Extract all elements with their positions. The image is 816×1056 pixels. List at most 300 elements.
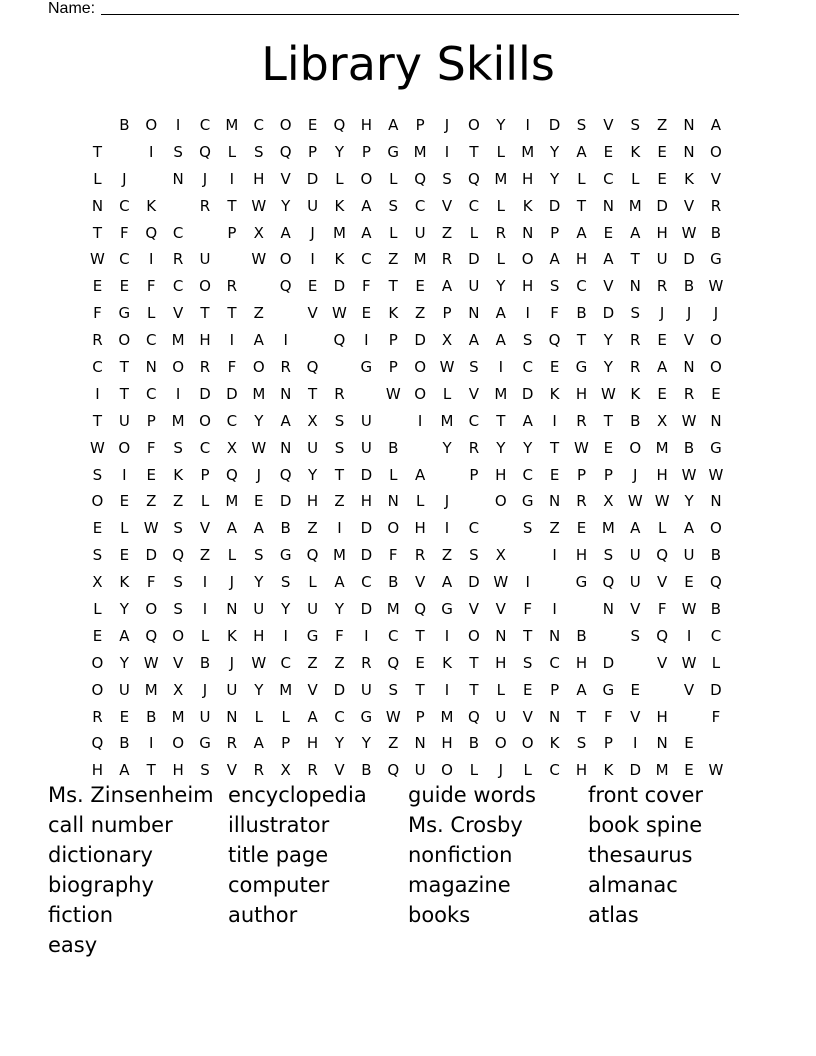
grid-letter: F [604,707,613,726]
grid-letter: S [280,573,291,592]
grid-letter: W [439,358,455,377]
grid-letter: Y [603,358,613,377]
grid-letter: N [522,223,534,242]
grid-letter: D [360,465,373,484]
grid-letter: C [576,277,587,296]
grid-letter: E [415,653,425,672]
grid-letter: G [360,358,373,377]
grid-letter: O [494,734,507,753]
grid-letter: P [442,304,452,323]
grid-letter: E [92,519,103,538]
grid-letter: G [602,680,615,699]
grid-letter: K [334,250,345,269]
grid-letter: R [280,358,291,377]
grid-letter: U [683,546,695,565]
grid-letter: M [440,411,454,430]
grid-letter: J [713,304,719,323]
grid-letter: J [659,304,665,323]
grid-letter: H [414,519,426,538]
grid-letter: A [280,223,291,242]
grid-letter: C [280,653,291,672]
grid-letter: E [657,384,667,403]
grid-letter: Z [253,304,264,323]
grid-letter: N [495,626,507,645]
word-list-item: front cover [588,783,704,807]
grid-letter: V [683,680,695,699]
grid-letter: H [575,761,588,780]
grid-letter: M [494,384,508,403]
grid-letter: N [387,492,399,511]
grid-letter: P [576,465,586,484]
grid-letter: V [657,573,668,592]
grid-letter: R [334,384,345,403]
grid-letter: B [119,734,130,753]
grid-letter: B [361,761,372,780]
grid-letter: A [630,223,641,242]
grid-letter: Q [414,600,427,619]
grid-letter: H [253,169,265,188]
grid-letter: W [654,492,670,511]
grid-letter: S [200,761,210,780]
grid-letter: Q [387,761,400,780]
grid-letter: H [522,277,534,296]
grid-letter: V [603,116,614,134]
grid-letter: P [550,680,560,699]
grid-letter: S [388,196,398,215]
grid-letter: K [603,761,614,780]
grid-letter: R [656,277,668,296]
grid-letter: M [332,546,346,565]
grid-letter: O [468,626,480,645]
grid-letter: Q [199,142,211,161]
grid-letter: D [468,573,480,592]
grid-letter: B [576,626,587,645]
grid-letter: B [119,116,130,134]
grid-letter: T [550,438,560,457]
grid-letter: Y [334,142,345,161]
grid-letter: I [229,331,235,350]
grid-letter: O [199,277,211,296]
grid-letter: Q [279,277,292,296]
grid-letter: T [92,142,103,161]
grid-letter: D [548,116,561,134]
grid-letter: E [603,223,614,242]
grid-letter: K [442,653,452,672]
grid-letter: F [523,600,533,619]
grid-letter: T [469,142,479,161]
word-list-item: books [408,903,471,927]
grid-letter: T [576,331,587,350]
grid-letter: T [576,707,587,726]
grid-letter: S [522,331,533,350]
grid-letter: V [226,761,238,780]
grid-letter: D [414,331,426,350]
grid-letter: G [306,626,319,645]
grid-letter: U [253,600,265,619]
grid-letter: M [279,680,293,699]
grid-letter: I [202,600,208,619]
word-list-item: nonfiction [408,843,513,867]
word-list-item: fiction [48,903,113,927]
grid-letter: E [361,304,372,323]
grid-letter: B [683,438,695,457]
grid-letter: E [307,277,318,296]
grid-letter: V [172,304,184,323]
grid-letter: S [92,465,103,484]
grid-letter: F [711,707,721,726]
grid-letter: K [146,196,157,215]
grid-letter: I [364,626,369,645]
grid-letter: E [522,680,533,699]
grid-letter: R [630,331,641,350]
grid-letter: F [146,573,156,592]
grid-letter: W [681,600,697,619]
grid-letter: T [200,304,210,323]
grid-letter: X [307,411,318,430]
grid-letter: Y [603,331,613,350]
grid-letter: C [226,411,238,430]
grid-letter: M [144,680,158,699]
grid-letter: O [521,734,534,753]
grid-letter: E [657,331,667,350]
grid-letter: P [200,465,210,484]
name-blank-line [101,0,739,15]
grid-letter: C [145,384,157,403]
grid-letter: A [119,626,130,645]
word-list-item: call number [48,813,173,837]
grid-letter: B [388,438,399,457]
grid-letter: S [254,546,264,565]
grid-letter: T [415,626,425,645]
grid-letter: G [199,734,211,753]
grid-letter: L [200,626,210,645]
grid-letter: E [684,734,694,753]
grid-letter: T [307,384,318,403]
grid-letter: U [307,600,319,619]
grid-letter: P [415,116,425,134]
grid-letter: H [495,465,507,484]
grid-letter: U [495,707,507,726]
grid-letter: Y [254,680,264,699]
grid-letter: G [118,304,131,323]
grid-letter: N [548,626,561,645]
grid-letter: O [521,250,534,269]
grid-letter: M [494,169,508,188]
grid-letter: J [202,680,208,699]
grid-letter: H [575,384,588,403]
grid-letter: R [441,250,453,269]
grid-letter: G [360,707,373,726]
grid-letter: E [119,707,130,726]
grid-letter: C [172,277,184,296]
grid-letter: C [522,358,533,377]
grid-letter: C [119,196,130,215]
grid-letter: U [468,277,480,296]
grid-letter: M [171,707,185,726]
grid-letter: W [251,196,267,215]
grid-letter: Q [306,358,319,377]
grid-letter: L [93,600,102,619]
grid-letter: M [413,250,427,269]
grid-letter: O [710,331,722,350]
grid-letter: P [550,223,560,242]
grid-letter: Z [414,304,426,323]
grid-letter: N [226,600,238,619]
grid-letter: Y [523,438,533,457]
grid-letter: I [202,573,208,592]
grid-letter: T [469,653,479,672]
grid-letter: T [630,250,640,269]
grid-letter: I [417,411,423,430]
grid-letter: I [552,411,557,430]
grid-letter: Z [307,653,318,672]
word-list [48,780,768,960]
grid-letter: V [710,169,722,188]
grid-letter: M [171,331,185,350]
grid-letter: X [172,680,184,699]
grid-letter: O [118,331,131,350]
grid-letter: O [279,250,292,269]
grid-letter: E [92,277,103,296]
grid-letter: A [576,142,587,161]
grid-letter: B [280,519,291,538]
grid-letter: T [496,411,506,430]
grid-letter: N [280,384,292,403]
grid-letter: P [603,465,613,484]
grid-letter: N [280,438,292,457]
grid-letter: G [387,142,400,161]
grid-letter: U [199,707,211,726]
grid-letter: F [657,600,667,619]
grid-letter: I [310,250,315,269]
grid-letter: X [441,331,453,350]
grid-letter: W [681,653,697,672]
grid-letter: A [603,250,614,269]
grid-letter: F [146,438,156,457]
grid-letter: X [226,438,238,457]
grid-letter: A [361,196,372,215]
word-list-item: book spine [588,813,703,837]
grid-letter: H [91,761,104,780]
grid-letter: A [415,465,426,484]
grid-letter: Z [199,546,211,565]
grid-letter: J [444,492,450,511]
grid-letter: V [280,169,291,188]
grid-letter: V [630,600,641,619]
grid-letter: I [149,734,154,753]
grid-letter: V [468,600,480,619]
grid-letter: L [227,546,237,565]
grid-letter: D [360,546,373,565]
grid-letter: E [603,438,614,457]
grid-letter: M [171,411,185,430]
grid-letter: L [469,223,479,242]
grid-letter: O [145,116,158,134]
grid-letter: K [549,384,560,403]
grid-letter: X [495,546,506,565]
grid-letter: W [600,384,616,403]
grid-letter: A [576,680,587,699]
grid-letter: U [360,680,372,699]
grid-letter: L [147,304,156,323]
grid-letter: V [683,331,695,350]
grid-letter: Y [119,653,129,672]
grid-letter: T [227,304,237,323]
grid-letter: S [173,438,183,457]
grid-letter: C [199,438,211,457]
grid-letter: C [522,465,533,484]
grid-letter: G [441,600,453,619]
word-list-item: guide words [408,783,536,807]
grid-letter: E [711,384,721,403]
grid-letter: Q [279,465,292,484]
grid-letter: I [283,626,288,645]
grid-letter: W [708,277,724,296]
grid-letter: C [468,411,480,430]
grid-letter: W [332,304,347,323]
word-list-item: biography [48,873,154,897]
grid-letter: T [146,761,156,780]
grid-letter: K [119,573,130,592]
grid-letter: F [362,277,371,296]
grid-letter: S [576,116,587,134]
grid-letter: D [548,196,561,215]
grid-letter: U [414,761,426,780]
grid-letter: S [92,546,103,565]
grid-letter: Y [281,600,291,619]
grid-letter: B [710,600,722,619]
name-field [48,0,748,18]
grid-letter: O [441,761,453,780]
grid-letter: T [469,680,479,699]
word-search-grid [84,112,729,784]
grid-letter: I [633,734,638,753]
grid-letter: K [684,169,694,188]
grid-letter: W [90,438,105,457]
grid-letter: D [683,250,695,269]
grid-letter: D [468,250,480,269]
grid-letter: I [122,465,127,484]
grid-letter: I [444,519,450,538]
grid-letter: W [708,761,724,780]
grid-letter: Q [468,707,480,726]
grid-letter: D [360,519,373,538]
grid-letter: I [444,626,450,645]
grid-letter: H [199,331,211,350]
grid-letter: M [655,761,669,780]
grid-letter: I [283,331,288,350]
grid-letter: K [388,304,399,323]
grid-letter: A [657,358,668,377]
grid-letter: O [414,384,427,403]
grid-letter: T [119,384,129,403]
grid-letter: H [172,761,184,780]
grid-letter: F [120,223,129,242]
grid-letter: Y [442,438,452,457]
grid-letter: T [334,465,345,484]
grid-letter: S [254,142,264,161]
grid-letter: I [686,626,692,645]
grid-letter: N [172,169,184,188]
grid-letter: C [414,196,426,215]
grid-letter: N [414,734,426,753]
grid-letter: W [251,653,267,672]
grid-letter: U [226,680,238,699]
grid-letter: M [413,142,427,161]
grid-letter: D [306,169,319,188]
grid-letter: D [602,304,615,323]
grid-letter: E [576,519,587,538]
grid-letter: E [684,573,694,592]
grid-letter: E [415,277,425,296]
grid-letter: D [199,384,211,403]
grid-letter: E [549,465,560,484]
grid-letter: V [334,761,345,780]
grid-letter: Y [496,116,506,134]
grid-letter: L [577,169,586,188]
grid-letter: F [550,304,559,323]
grid-letter: A [119,761,130,780]
grid-letter: C [468,196,480,215]
grid-letter: N [226,707,238,726]
grid-letter: O [118,438,131,457]
grid-letter: B [199,653,211,672]
grid-letter: B [710,223,722,242]
grid-letter: J [444,116,450,134]
grid-letter: W [681,411,697,430]
grid-letter: K [334,196,345,215]
grid-letter: Q [145,223,158,242]
grid-letter: V [683,196,695,215]
grid-letter: Y [254,573,264,592]
grid-letter: N [683,116,695,134]
grid-letter: M [252,384,266,403]
grid-letter: C [710,626,722,645]
grid-letter: X [657,411,668,430]
grid-letter: Y [334,600,345,619]
grid-letter: Q [710,573,722,592]
grid-letter: S [334,411,345,430]
grid-letter: R [199,358,211,377]
grid-letter: T [92,411,103,430]
grid-letter: D [226,384,238,403]
grid-letter: P [388,358,398,377]
grid-letter: L [469,761,479,780]
grid-letter: H [656,707,668,726]
grid-letter: Y [361,734,371,753]
grid-letter: Z [307,519,318,538]
grid-letter: V [415,573,426,592]
grid-letter: M [225,492,239,511]
grid-letter: N [710,411,722,430]
grid-letter: I [337,519,342,538]
grid-letter: J [229,653,235,672]
grid-letter: Q [172,546,185,565]
grid-letter: S [576,734,587,753]
grid-letter: W [574,438,589,457]
grid-letter: R [414,546,426,565]
grid-letter: G [521,492,534,511]
word-list-item: encyclopedia [228,783,367,807]
grid-letter: Y [550,169,560,188]
grid-letter: F [93,304,102,323]
grid-letter: T [576,196,587,215]
grid-letter: J [686,304,692,323]
grid-letter: Q [414,169,427,188]
grid-letter: U [360,411,372,430]
grid-letter: V [441,196,453,215]
grid-letter: E [657,142,667,161]
